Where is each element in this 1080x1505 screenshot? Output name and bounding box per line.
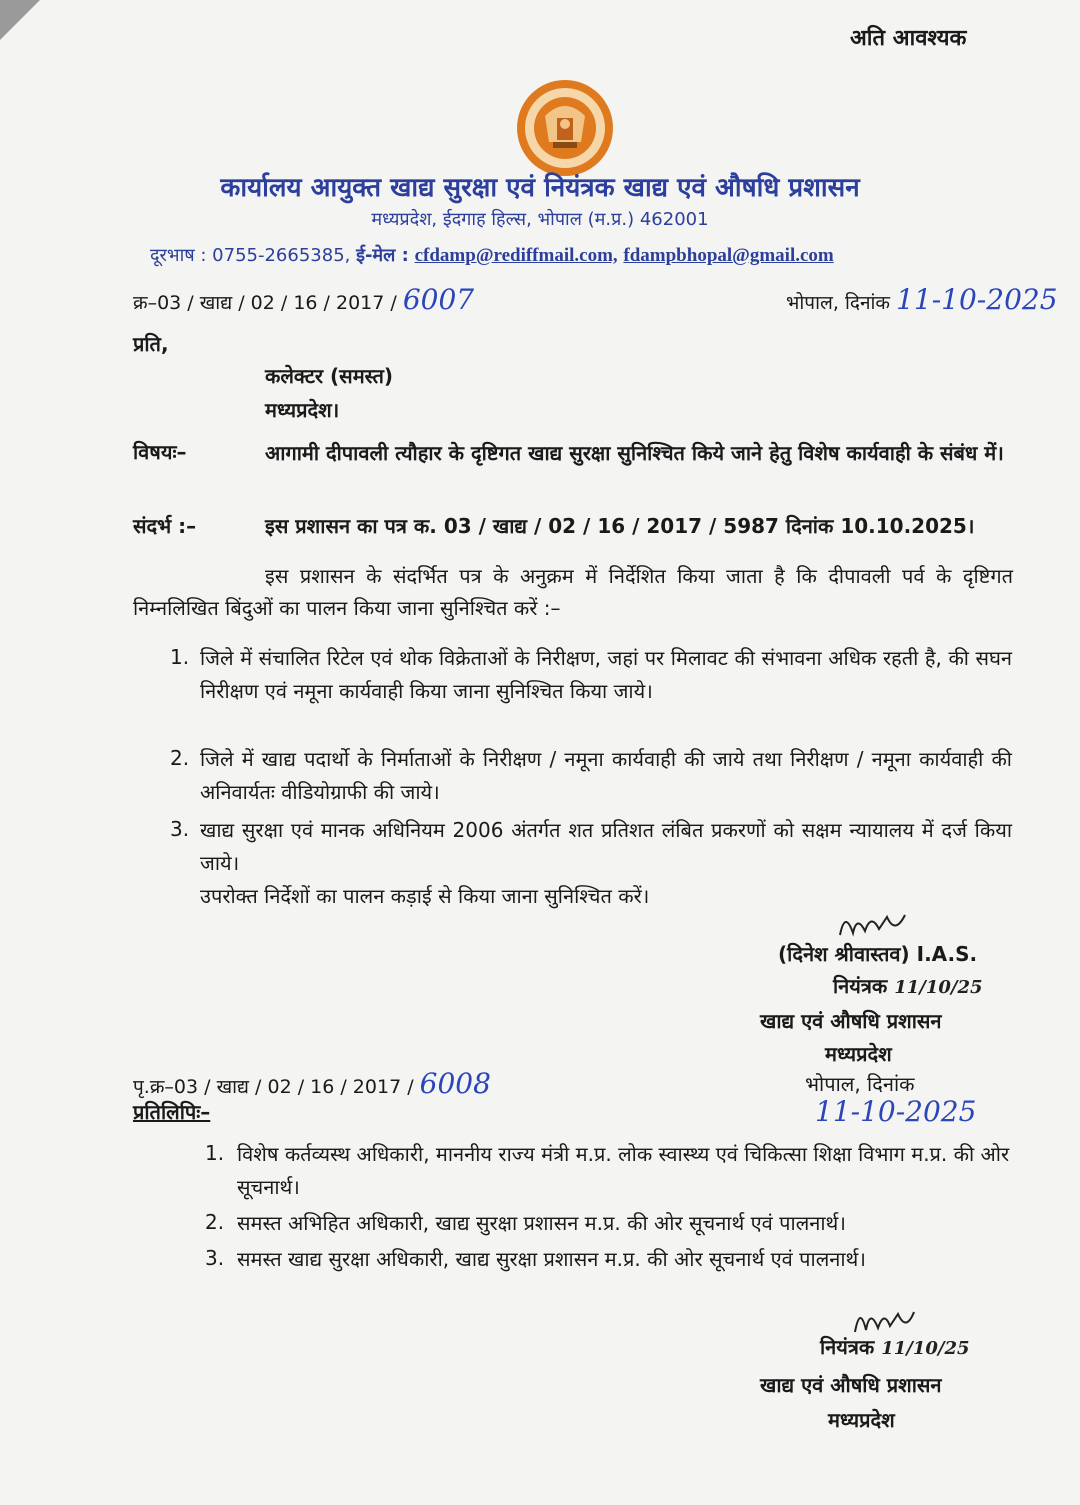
signatory-title-text: नियंत्रक [833,974,888,998]
copy-item-text: विशेष कर्तव्यस्थ अधिकारी, माननीय राज्य मंत्री म.प्र. लोक स्वास्थ्य एवं चिकित्सा शिक्षा विभाग म.प्र. की ओर सूचनार्थ। [237,1142,1010,1199]
email-link-1[interactable]: cfdamp@rediffmail.com, [414,245,618,266]
copy-signatory-state: मध्यप्रदेश [828,1408,895,1432]
place-date-label: भोपाल, दिनांक [786,292,891,314]
point-text: खाद्य सुरक्षा एवं मानक अधिनियम 2006 अंतर्गत शत प्रतिशत लंबित प्रकरणों को सक्षम न्यायालय में दर्ज किया जाये। [200,818,1012,875]
copy-place-date-label: भोपाल, दिनांक [805,1072,915,1096]
copy-number [133,1067,491,1100]
copy-sign-date: 11/10/25 [881,1338,970,1359]
signatory-state: मध्यप्रदेश [825,1042,892,1066]
copy-signatory-org: खाद्य एवं औषधि प्रशासन [760,1373,942,1397]
intro-paragraph: इस प्रशासन के संदर्भित पत्र के अनुक्रम में निर्देशित किया जाता है कि दीपावली पर्व के दृष्टिगत निम्नलिखित बिंदुओं का पालन किया जाना सुनिश्चित करें :– [133,564,1013,620]
letter-number [133,283,474,316]
office-name: कार्यालय आयुक्त खाद्य सुरक्षा एवं नियंत्रक खाद्य एवं औषधि प्रशासन [220,173,860,203]
signatory-org: खाद्य एवं औषधि प्रशासन [760,1009,942,1033]
contact-line [150,243,834,267]
to-label: प्रति, [133,332,169,356]
letter-number-handwritten: 6007 [402,283,475,316]
copy-item-number: 1. [205,1141,225,1165]
date-handwritten: 11-10-2025 [896,283,1058,316]
copy-item-number: 3. [205,1246,225,1270]
recipient-line-2: मध्यप्रदेश। [265,398,340,422]
copy-signatory-title-text: नियंत्रक [820,1335,875,1359]
point-number: 1. [170,645,190,669]
point-text: जिले में संचालित रिटेल एवं थोक विक्रेताओं के निरीक्षण, जहां पर मिलावट की संभावना अधिक रहती है, की सघन निरीक्षण एवं नमूना कार्यवाही किया जाना सुनिश्चित किया जाये। [200,646,1012,703]
point-number: 3. [170,817,190,841]
reference-label: संदर्भ :– [133,514,197,538]
reference-text: इस प्रशासन का पत्र क. 03 / खाद्य / 02 / 16 / 2017 / 5987 दिनांक 10.10.2025। [265,514,975,538]
copy-item-number: 2. [205,1210,225,1234]
subject-label: विषयः– [133,440,187,464]
copy-number-handwritten: 6008 [419,1067,491,1100]
urgent-label: अति आवश्यक [850,26,967,51]
phone-label: दूरभाष : [150,245,207,266]
copy-item-text: समस्त खाद्य सुरक्षा अधिकारी, खाद्य सुरक्षा प्रशासन म.प्र. की ओर सूचनार्थ एवं पालनार्थ। [237,1247,866,1271]
page-fold-corner [0,0,40,40]
copy-header: प्रतिलिपिः– [133,1100,211,1124]
email-label: ई-मेल : [356,245,409,266]
copy-number-prefix: पृ.क्र–03 / खाद्य / 02 / 16 / 2017 / [133,1076,414,1098]
subject-text: आगामी दीपावली त्यौहार के दृष्टिगत खाद्य सुरक्षा सुनिश्चित किये जाने हेतु विशेष कार्यवाही के संबंध में। [265,441,1004,465]
point-text: जिले में खाद्य पदार्थो के निर्माताओं के निरीक्षण / नमूना कार्यवाही की जाये तथा निरीक्षण / नमूना कार्यवाही की अनिवार्यतः वीडियोग्राफी की जाये। [200,747,1012,804]
signatory-title [833,972,983,999]
signatory-name: (दिनेश श्रीवास्तव) I.A.S. [778,942,978,966]
letter-number-prefix: क्र–03 / खाद्य / 02 / 16 / 2017 / [133,292,397,314]
government-seal-icon [515,78,615,178]
copy-signatory-title [820,1333,970,1360]
point-number: 2. [170,746,190,770]
office-address: मध्यप्रदेश, ईदगाह हिल्स, भोपाल (म.प्र.) 462001 [371,209,709,230]
sign-date: 11/10/25 [894,977,983,998]
recipient-line-1: कलेक्टर (समस्त) [265,364,393,388]
copy-date-handwritten: 11-10-2025 [815,1095,977,1128]
closing-line: उपरोक्त निर्देशों का पालन कड़ाई से किया जाना सुनिश्चित करें। [200,884,650,908]
letter-place-date [786,283,1058,316]
copy-item-text: समस्त अभिहित अधिकारी, खाद्य सुरक्षा प्रशासन म.प्र. की ओर सूचनार्थ एवं पालनार्थ। [237,1211,846,1235]
signature-icon [835,905,925,945]
email-link-2[interactable]: fdampbhopal@gmail.com [623,245,834,266]
phone-number: 0755-2665385, [212,245,351,266]
